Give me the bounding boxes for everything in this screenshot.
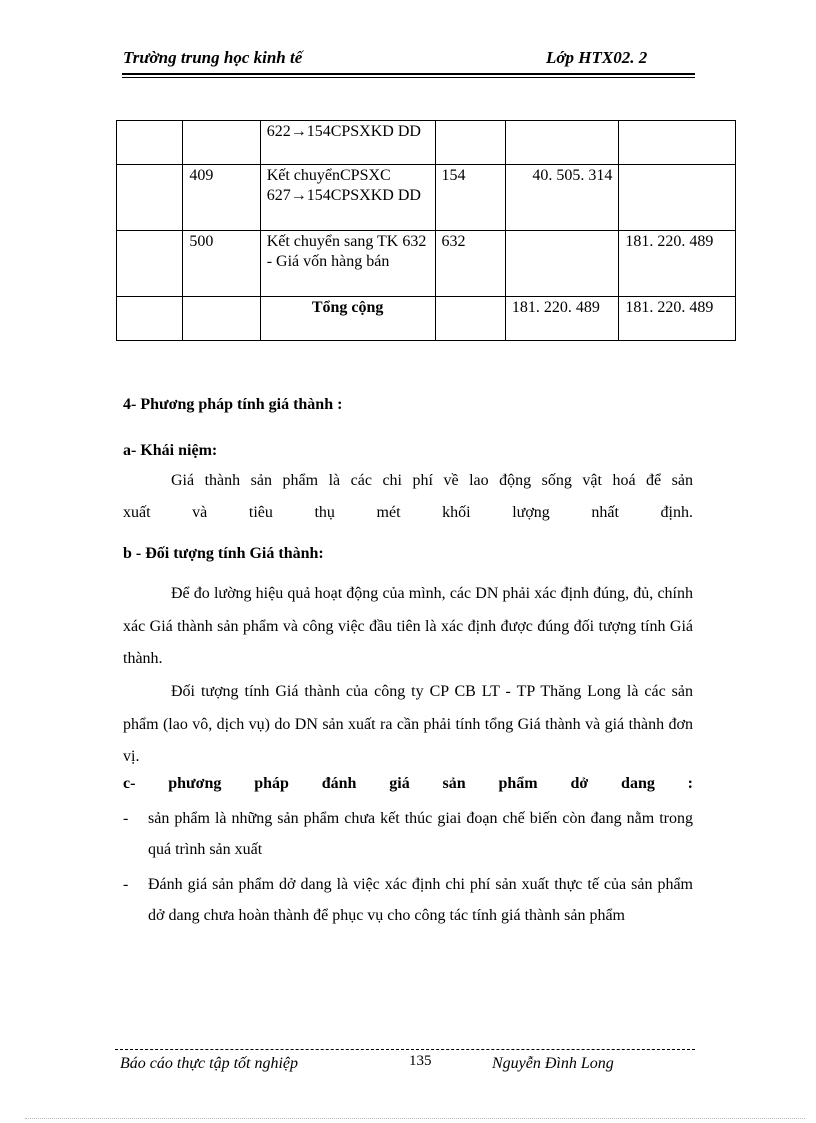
table-cell <box>183 121 260 165</box>
table-cell: 154 <box>435 165 505 231</box>
paragraph-a-line2: xuất và tiêu thụ mét khối lượng nhất định. <box>123 504 693 521</box>
subsection-b-title: b - Đối tượng tính Giá thành: <box>123 545 324 562</box>
subsection-a-title: a- Khái niệm: <box>123 442 218 459</box>
list-item <box>123 803 693 865</box>
total-credit: 181. 220. 489 <box>619 297 736 341</box>
bullet-mark: - <box>123 876 129 893</box>
header-school: Trường trung học kinh tế <box>123 48 303 67</box>
bullet-mark: - <box>123 810 129 827</box>
table-cell: 181. 220. 489 <box>619 231 736 297</box>
table-row-total <box>117 297 736 341</box>
table-cell: 632 <box>435 231 505 297</box>
table-cell <box>183 297 260 341</box>
table-cell <box>619 121 736 165</box>
total-label: Tổng cộng <box>260 297 435 341</box>
footer-rule <box>115 1049 695 1050</box>
footer-author: Nguyễn Đình Long <box>492 1055 614 1072</box>
header-rule <box>122 73 695 75</box>
table-cell: 500 <box>183 231 260 297</box>
ledger-table <box>116 120 736 341</box>
table-cell <box>435 297 505 341</box>
table-cell <box>435 121 505 165</box>
table-cell: 622→154CPSXKD DD <box>260 121 435 165</box>
table-cell: Kết chuyểnCPSXC 627→154CPSXKD DD <box>260 165 435 231</box>
table-row <box>117 121 736 165</box>
table-cell <box>117 231 183 297</box>
bullet-text: sản phẩm là những sản phẩm chưa kết thúc giai đoạn chế biến còn đang nằm trong quá trình sản xuất <box>148 810 693 858</box>
table-row <box>117 231 736 297</box>
bullet-text: Đánh giá sản phẩm dở dang là việc xác định chi phí sản xuất thực tế của sản phẩm dở dang chưa hoàn thành để phục vụ cho công tác tính giá thành sản phẩm <box>148 876 693 924</box>
subsection-c-title: c- phương pháp đánh giá sản phẩm dở dang : <box>123 775 693 792</box>
page-edge-divider <box>25 1118 805 1119</box>
footer-report: Báo cáo thực tập tốt nghiệp <box>120 1055 299 1072</box>
table-cell <box>117 297 183 341</box>
table-cell <box>117 121 183 165</box>
section-title: 4- Phương pháp tính giá thành : <box>123 396 343 413</box>
table-cell <box>505 231 619 297</box>
header-rule-thin <box>122 77 695 78</box>
total-debit: 181. 220. 489 <box>505 297 619 341</box>
paragraph-b1: Để đo lường hiệu quả hoạt động của mình, các DN phải xác định đúng, đủ, chính xác Giá thành sản phẩm và công việc đầu tiên là xác định được đúng đối tượng tính Giá thành. <box>123 585 693 667</box>
list-item <box>123 869 693 931</box>
paragraph-b2: Đối tượng tính Giá thành của công ty CP CB LT - TP Thăng Long là các sản phẩm (lao vô, dịch vụ) do DN sản xuất ra cần phải tính tổng Giá thành và giá thành đơn vị. <box>123 683 693 765</box>
paragraph-a-line1: Giá thành sản phẩm là các chi phí về lao động sống vật hoá để sản <box>171 472 693 489</box>
header-class: Lớp HTX02. 2 <box>546 48 648 67</box>
table-row <box>117 165 736 231</box>
table-cell <box>619 165 736 231</box>
table-cell: 40. 505. 314 <box>505 165 619 231</box>
table-cell: Kết chuyển sang TK 632 - Giá vốn hàng bán <box>260 231 435 297</box>
table-cell <box>117 165 183 231</box>
page-number: 135 <box>409 1053 432 1069</box>
table-cell: 409 <box>183 165 260 231</box>
table-cell <box>505 121 619 165</box>
